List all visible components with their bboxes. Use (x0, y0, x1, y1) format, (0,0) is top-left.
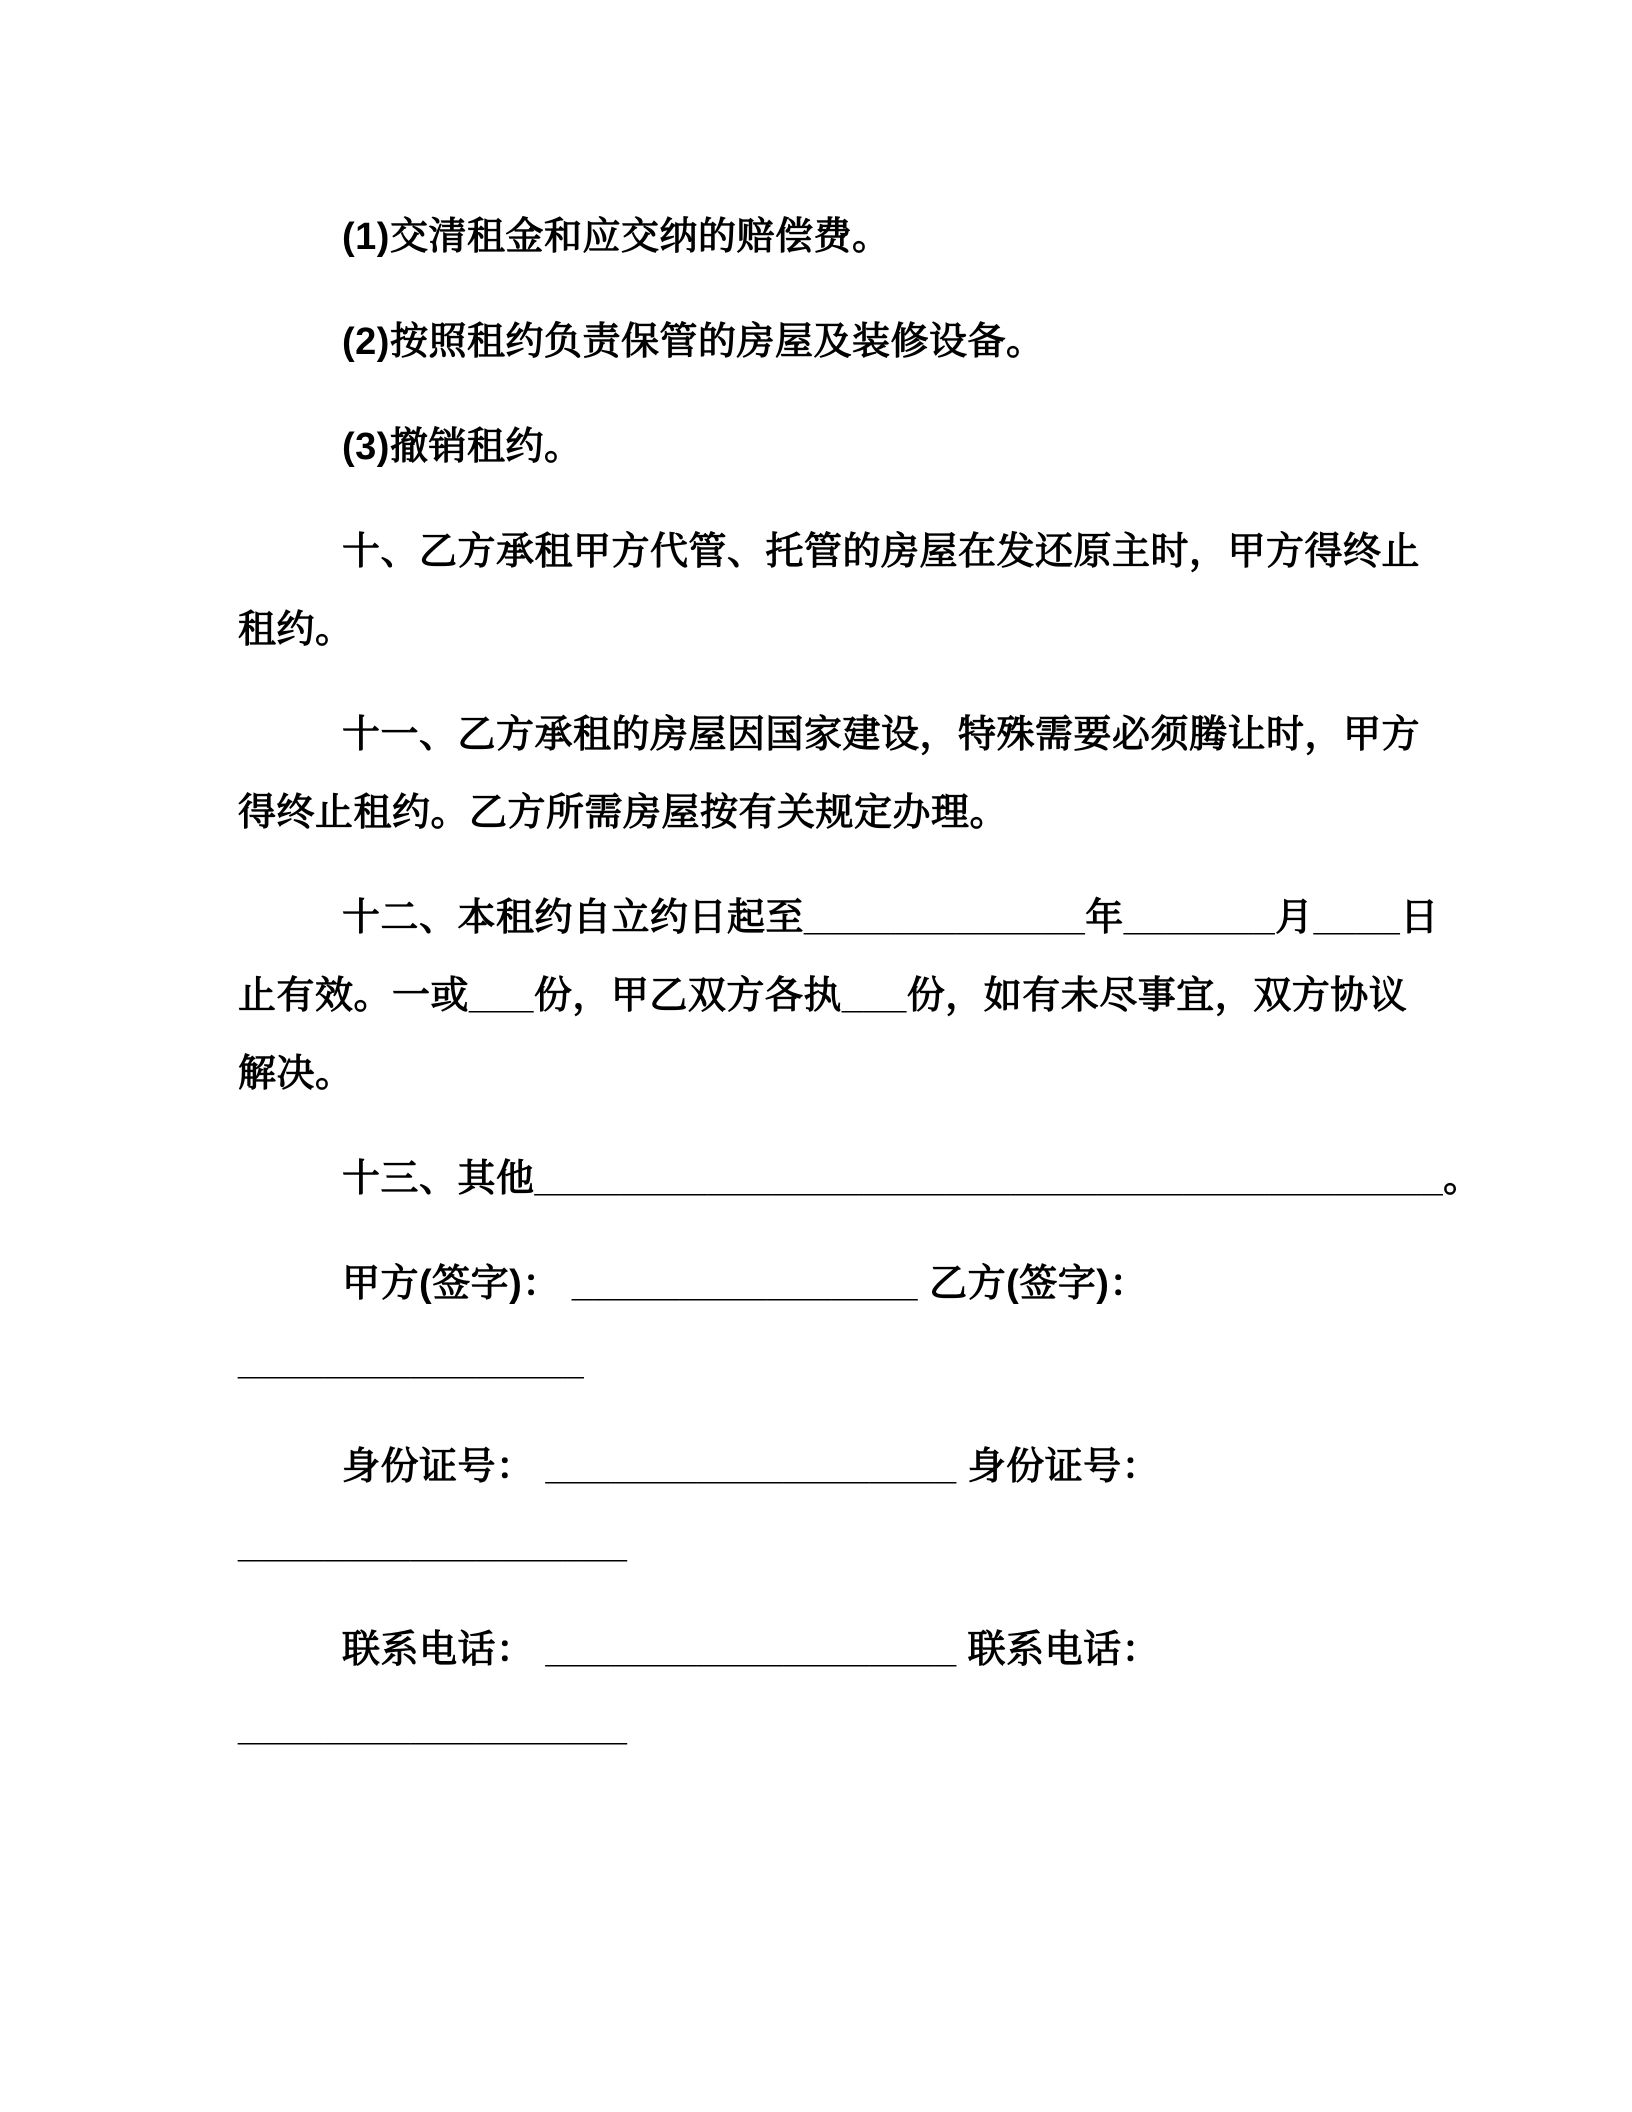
clause-12-line-1: 十二、本租约自立约日起至_____________年_______月____日 (342, 897, 1439, 939)
clause-10-line-1: 十、乙方承租甲方代管、托管的房屋在发还原主时，甲方得终止 (342, 531, 1421, 573)
phone-row: 联系电话： ___________________ 联系电话： (342, 1629, 1161, 1671)
clause-12-line-2: 止有效。一或___份，甲乙双方各执___份，如有未尽事宜，双方协议 (238, 975, 1408, 1017)
clause-item-2: (2)按照租约负责保管的房屋及装修设备。 (342, 321, 1045, 363)
phone-blank-line: __________________ (238, 1707, 628, 1749)
signature-row: 甲方(签字)： ________________ 乙方(签字)： (342, 1263, 1148, 1305)
clause-10-line-2: 租约。 (238, 609, 354, 651)
clause-11-line-1: 十一、乙方承租的房屋因国家建设，特殊需要必须腾让时，甲方 (342, 714, 1421, 756)
clause-13-line: 十三、其他__________________________________________。 (342, 1158, 1482, 1200)
clause-item-1: (1)交清租金和应交纳的赔偿费。 (342, 216, 891, 258)
clause-11-line-2: 得终止租约。乙方所需房屋按有关规定办理。 (238, 792, 1009, 834)
clause-item-3: (3)撤销租约。 (342, 426, 583, 468)
id-number-blank-line: __________________ (238, 1524, 628, 1566)
signature-blank-line: ________________ (238, 1341, 585, 1383)
id-number-row: 身份证号： ___________________ 身份证号： (342, 1446, 1161, 1488)
clause-12-line-3: 解决。 (238, 1053, 354, 1095)
